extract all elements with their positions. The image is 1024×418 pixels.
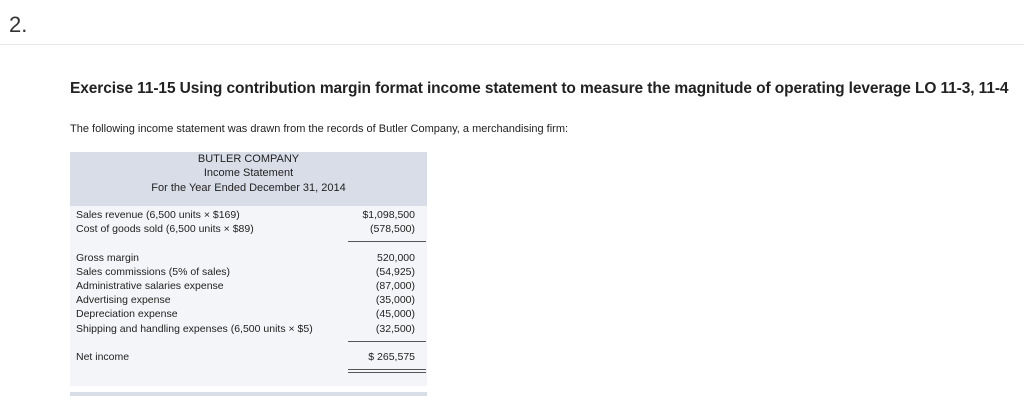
- row-amount: $1,098,500: [362, 209, 415, 221]
- table-row: [76, 266, 421, 280]
- subtotal-rule: [348, 241, 426, 242]
- row-amount: (54,925): [375, 266, 415, 278]
- row-amount: (32,500): [375, 323, 415, 335]
- total-rule-bottom: [348, 372, 426, 373]
- row-label: Advertising expense: [76, 294, 171, 306]
- intro-text: The following income statement was drawn from the records of Butler Company, a merchandising firm:: [70, 123, 569, 135]
- row-label: Gross margin: [76, 252, 140, 264]
- statement-period: For the Year Ended December 31, 2014: [151, 182, 346, 194]
- income-statement: [70, 152, 427, 396]
- row-amount: (578,500): [370, 223, 415, 235]
- total-rule-top: [348, 369, 426, 370]
- table-row: [76, 223, 421, 237]
- question-header: [0, 0, 1024, 45]
- table-row: [76, 323, 421, 337]
- table-row: [76, 294, 421, 308]
- statement-header: [70, 152, 427, 206]
- row-amount: 520,000: [377, 252, 415, 264]
- company-name: BUTLER COMPANY: [197, 153, 300, 165]
- statement-body: [70, 206, 427, 386]
- row-label: Net income: [76, 351, 130, 363]
- subtotal-rule: [348, 341, 426, 342]
- statement-footer-band: [70, 392, 427, 396]
- row-amount: (35,000): [375, 294, 415, 306]
- row-amount: (87,000): [375, 280, 415, 292]
- row-label: Sales commissions (5% of sales): [76, 266, 231, 278]
- table-row: [76, 209, 421, 223]
- row-amount: (45,000): [375, 308, 415, 320]
- row-label: Cost of goods sold (6,500 units × $89): [76, 223, 254, 235]
- row-label: Depreciation expense: [76, 308, 178, 320]
- row-label: Shipping and handling expenses (6,500 units × $5): [76, 323, 313, 335]
- table-row: [76, 308, 421, 322]
- table-row: [76, 351, 421, 365]
- statement-name: Income Statement: [203, 167, 294, 179]
- question-number: 2.: [9, 12, 28, 37]
- row-label: Sales revenue (6,500 units × $169): [76, 209, 240, 221]
- table-row: [76, 280, 421, 294]
- table-row: [76, 252, 421, 266]
- row-label: Administrative salaries expense: [76, 280, 224, 292]
- exercise-title: Exercise 11-15 Using contribution margin format income statement to measure the magnitude of operating leverage LO 11-3, 11-4: [70, 80, 1009, 97]
- row-amount: $ 265,575: [368, 351, 415, 363]
